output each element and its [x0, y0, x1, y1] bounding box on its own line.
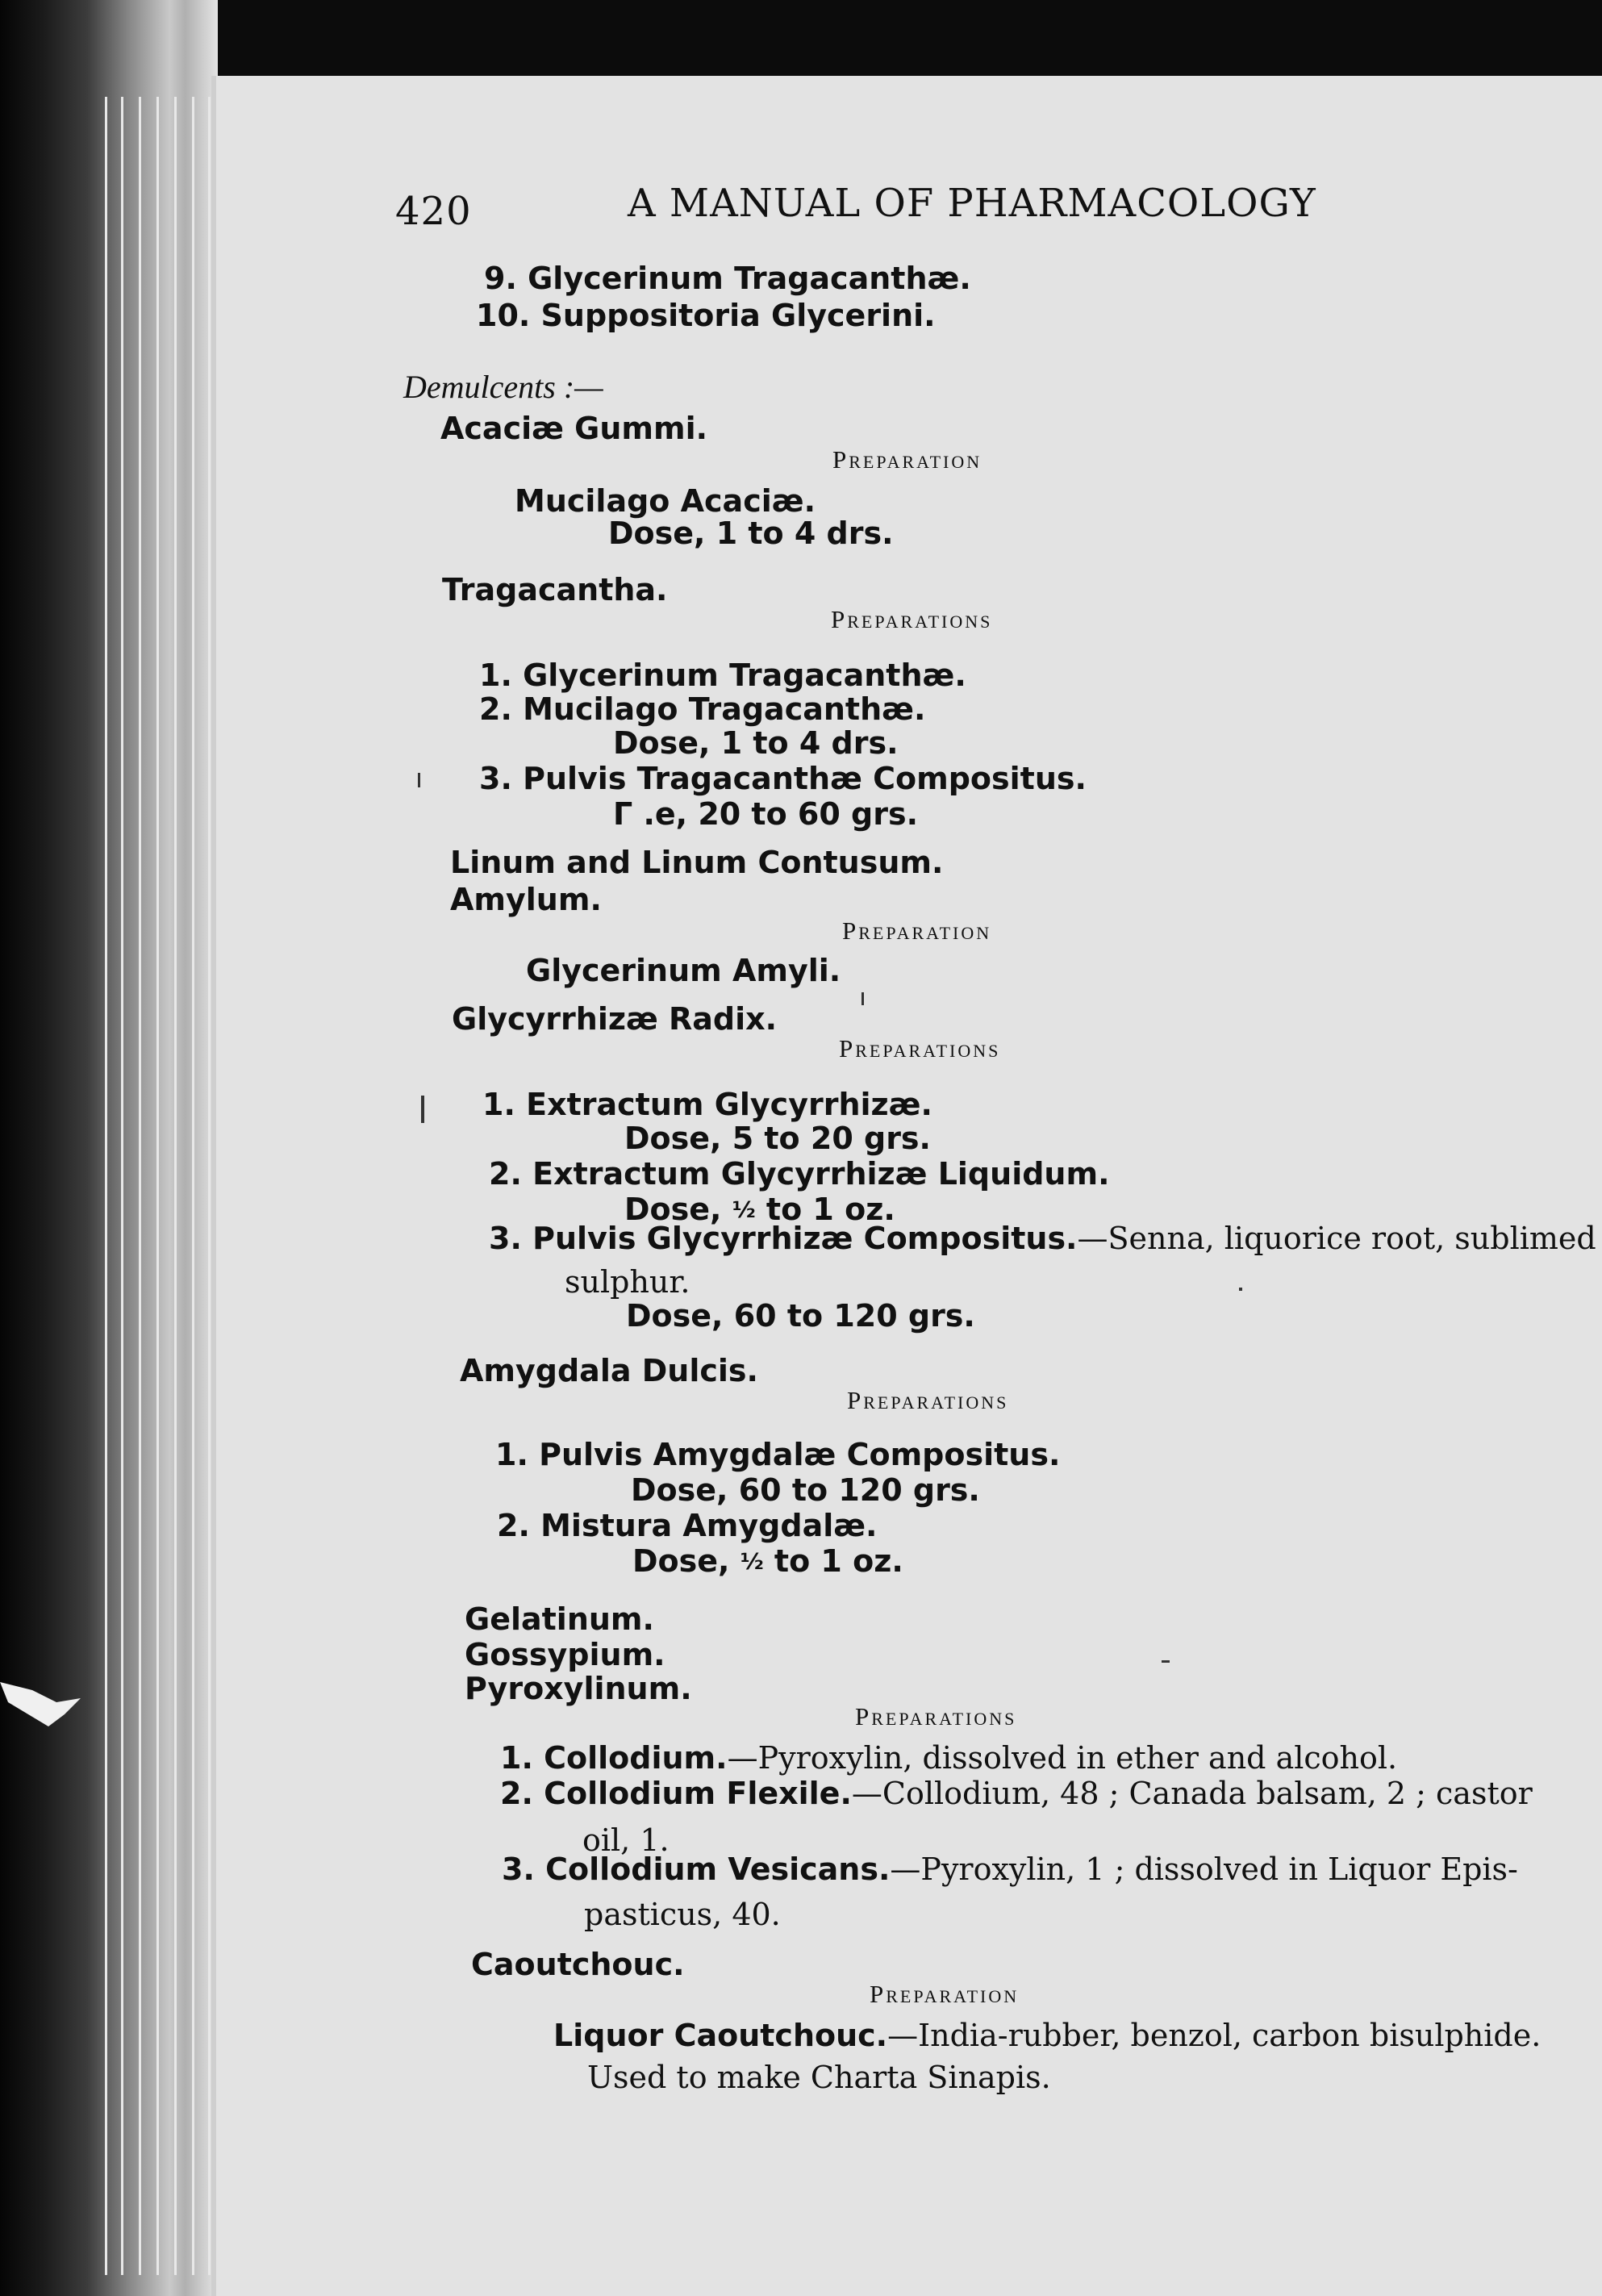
item-name: 3. Collodium Vesicans.: [502, 1851, 891, 1887]
dose-text: Dose,: [624, 1192, 732, 1227]
preparation-heading: Preparation: [870, 1980, 1020, 2008]
item-description: —Collodium, 48 ; Canada balsam, 2 ; castor: [851, 1776, 1533, 1811]
list-item: 9. Glycerinum Tragacanthæ.: [484, 261, 971, 296]
preparation-item: 2. Mistura Amygdalæ.: [497, 1508, 878, 1543]
item-description: —Pyroxylin, dissolved in ether and alcohol.: [727, 1740, 1398, 1776]
preparation-heading: Preparations: [847, 1386, 1009, 1414]
dose-line: Γ .e, 20 to 60 grs.: [613, 796, 919, 832]
drug-entry: Gossypium.: [465, 1637, 665, 1672]
drug-entry: Gelatinum.: [465, 1601, 654, 1637]
preparation-item: 2. Mucilago Tragacanthæ.: [479, 691, 926, 727]
fraction: ½: [732, 1196, 756, 1223]
preparation-item: Mucilago Acaciæ.: [515, 483, 816, 519]
dose-line: Dose, 1 to 4 drs.: [613, 725, 899, 761]
item-name: 1. Collodium.: [500, 1740, 728, 1776]
preparation-heading: Preparation: [842, 916, 992, 945]
item-description: —Pyroxylin, 1 ; dissolved in Liquor Epis-: [890, 1851, 1518, 1887]
drug-entry: Pyroxylinum.: [465, 1671, 692, 1706]
dose-line: Dose, 1 to 4 drs.: [608, 516, 894, 551]
page-number: 420: [395, 189, 472, 234]
section-heading: Demulcents :—: [403, 369, 603, 405]
item-name: Liquor Caoutchouc.: [553, 2018, 888, 2053]
preparation-heading: Preparations: [831, 605, 993, 633]
preparation-item: [500, 1778, 1533, 1809]
preparation-heading: Preparations: [839, 1034, 1001, 1062]
item-description: —Senna, liquorice root, sublimed: [1077, 1221, 1596, 1256]
item-description-cont: oil, 1.: [582, 1822, 670, 1858]
drug-entry: Linum and Linum Contusum.: [450, 845, 944, 880]
dose-line: Dose, 60 to 120 grs.: [631, 1472, 980, 1508]
preparation-item: [500, 1740, 1398, 1776]
item-description-cont: sulphur.: [565, 1264, 690, 1300]
preparation-item: 1. Pulvis Amygdalæ Compositus.: [495, 1437, 1061, 1472]
running-title: A MANUAL OF PHARMACOLOGY: [628, 181, 1316, 226]
item-name: 3. Pulvis Glycyrrhizæ Compositus.: [489, 1221, 1078, 1256]
preparation-item: Glycerinum Amyli.: [526, 953, 841, 988]
item-description: —India-rubber, benzol, carbon bisulphide.: [887, 2018, 1542, 2053]
dose-line: Dose, 5 to 20 grs.: [624, 1121, 931, 1156]
drug-entry: Glycyrrhizæ Radix.: [452, 1001, 778, 1037]
drug-entry: Caoutchouc.: [471, 1947, 685, 1982]
preparation-item: [489, 1223, 1596, 1254]
item-description-cont: Used to make Charta Sinapis.: [587, 2060, 1051, 2095]
preparation-item: [553, 2020, 1541, 2051]
preparation-item: 3. Pulvis Tragacanthæ Compositus.: [479, 761, 1087, 796]
dose-text: to 1 oz.: [763, 1543, 903, 1579]
preparation-item: 2. Extractum Glycyrrhizæ Liquidum.: [489, 1156, 1110, 1192]
drug-entry: Amygdala Dulcis.: [460, 1353, 758, 1388]
fraction: ½: [740, 1548, 764, 1575]
preparation-item: [502, 1851, 1518, 1887]
list-item: 10. Suppositoria Glycerini.: [476, 298, 936, 333]
preparation-heading: Preparation: [832, 445, 982, 474]
preparation-item: 1. Glycerinum Tragacanthæ.: [479, 657, 966, 693]
dose-text: to 1 oz.: [755, 1192, 895, 1227]
preparation-heading: Preparations: [855, 1702, 1017, 1730]
drug-entry: Amylum.: [450, 882, 602, 917]
dose-line: [632, 1543, 903, 1579]
item-description-cont: pasticus, 40.: [584, 1897, 781, 1932]
preparation-item: 1. Extractum Glycyrrhizæ.: [482, 1087, 932, 1122]
item-name: 2. Collodium Flexile.: [500, 1776, 852, 1811]
drug-entry: Acaciæ Gummi.: [440, 411, 708, 446]
dose-line: Dose, 60 to 120 grs.: [626, 1298, 975, 1334]
dose-text: Dose,: [632, 1543, 741, 1579]
drug-entry: Tragacantha.: [442, 572, 668, 607]
